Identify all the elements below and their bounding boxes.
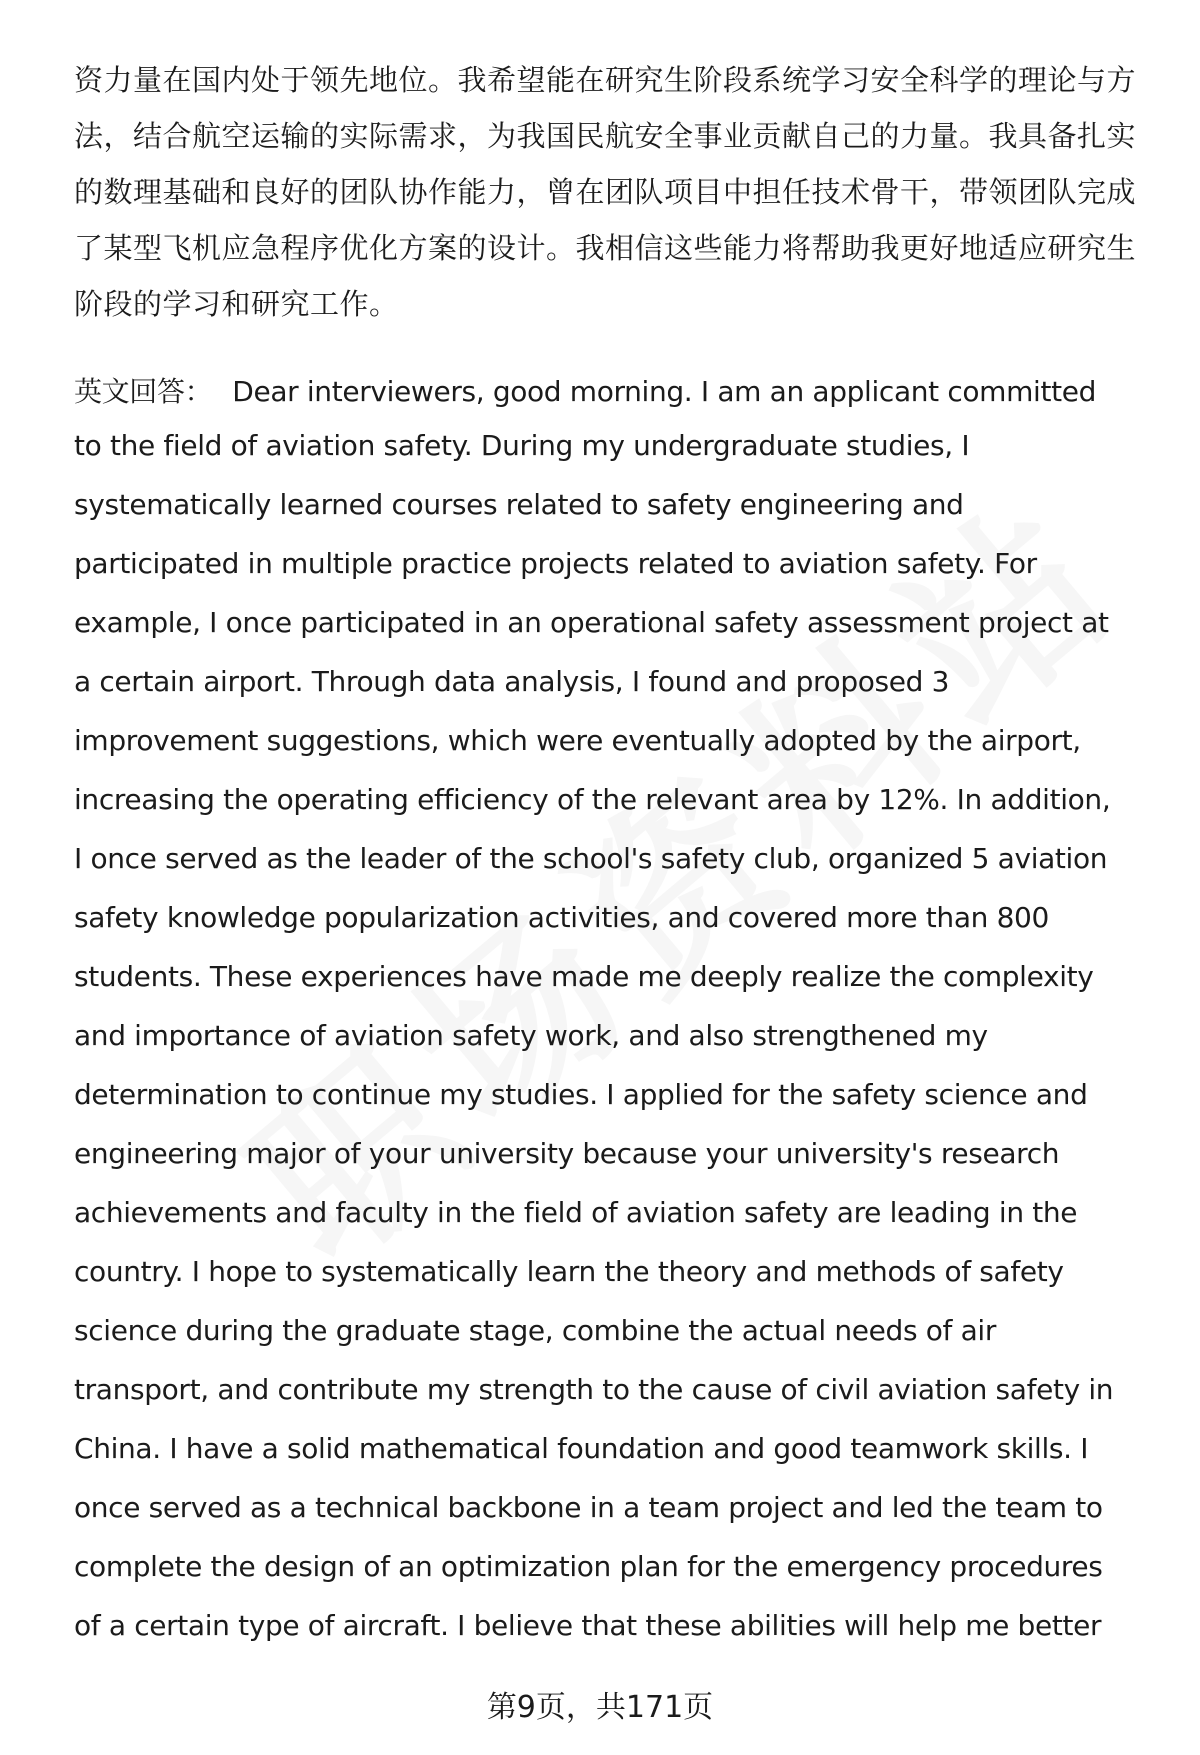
paragraph-line: 资力量在国内处于领先地位。我希望能在研究生阶段系统学习安全科学的理论与方 [74,63,1137,97]
page-number: 第9页，共171页 [486,1690,714,1725]
paragraph-line: country. I hope to systematically learn the theory and methods of safety [74,1255,1064,1288]
paragraph-line: participated in multiple practice projects related to aviation safety. For [74,547,1037,580]
paragraph-line: once served as a technical backbone in a team project and led the team to [74,1491,1103,1524]
paragraph-line: of a certain type of aircraft. I believe that these abilities will help me better [74,1609,1102,1642]
paragraph-line: safety knowledge popularization activities, and covered more than 800 [74,901,1049,934]
paragraph-line: example, I once participated in an operational safety assessment project at [74,606,1109,639]
paragraph-line: China. I have a solid mathematical foundation and good teamwork skills. I [74,1432,1089,1465]
paragraph-line: students. These experiences have made me deeply realize the complexity [74,960,1094,993]
paragraph-line: a certain airport. Through data analysis, I found and proposed 3 [74,665,950,698]
paragraph-line: transport, and contribute my strength to the cause of civil aviation safety in [74,1373,1114,1406]
paragraph-line: to the field of aviation safety. During my undergraduate studies, I [74,429,970,462]
paragraph-line: achievements and faculty in the field of aviation safety are leading in the [74,1196,1078,1229]
paragraph-line: determination to continue my studies. I applied for the safety science and [74,1078,1088,1111]
paragraph-line: science during the graduate stage, combine the actual needs of air [74,1314,996,1347]
paragraph-line: Dear interviewers, good morning. I am an applicant committed [232,375,1097,408]
paragraph-line: 法，结合航空运输的实际需求，为我国民航安全事业贡献自己的力量。我具备扎实 [74,119,1137,153]
paragraph-line: complete the design of an optimization plan for the emergency procedures [74,1550,1103,1583]
paragraph-line: and importance of aviation safety work, and also strengthened my [74,1019,988,1052]
paragraph-line: systematically learned courses related to safety engineering and [74,488,964,521]
answer-label: 英文回答： [74,375,213,408]
paragraph-line: 阶段的学习和研究工作。 [74,287,399,321]
paragraph-line: 的数理基础和良好的团队协作能力，曾在团队项目中担任技术骨干，带领团队完成 [74,175,1137,209]
paragraph-line: 了某型飞机应急程序优化方案的设计。我相信这些能力将帮助我更好地适应研究生 [74,231,1137,265]
paragraph-line: increasing the operating efficiency of the relevant area by 12%. In addition, [74,783,1111,816]
answer-first-line [74,370,1096,410]
paragraph-line: I once served as the leader of the school's safety club, organized 5 aviation [74,842,1108,875]
paragraph-line: improvement suggestions, which were eventually adopted by the airport, [74,724,1081,757]
paragraph-line: engineering major of your university because your university's research [74,1137,1060,1170]
